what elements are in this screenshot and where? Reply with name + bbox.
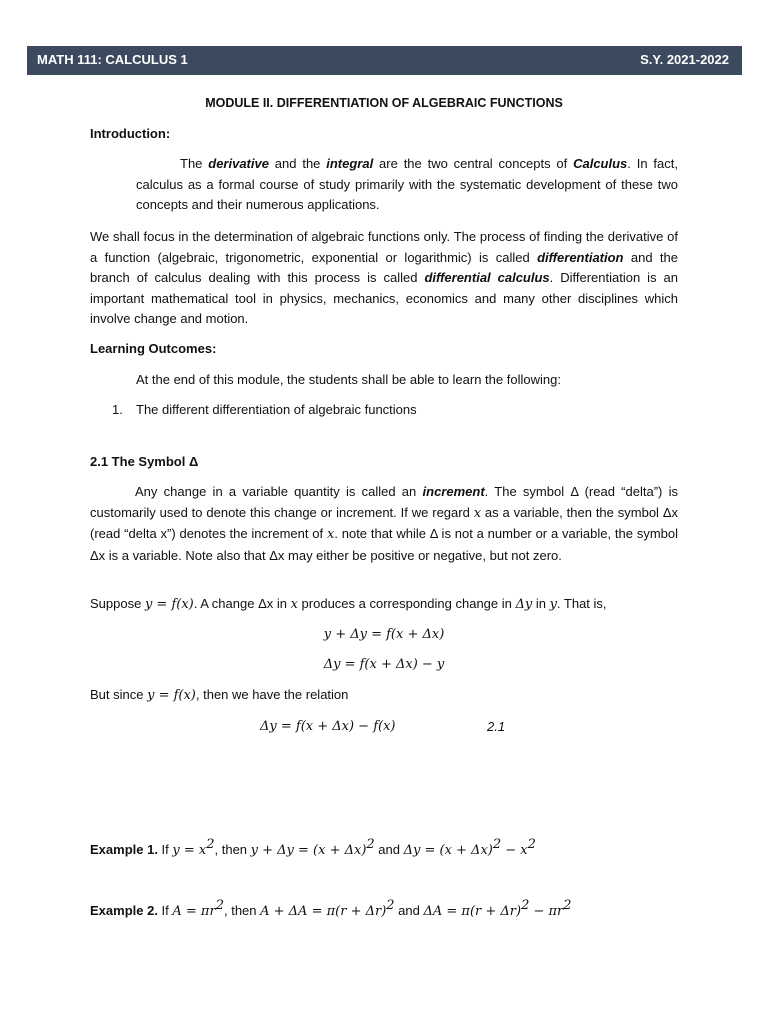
section-2-1-heading: 2.1 The Symbol Δ xyxy=(90,454,199,469)
example-2: Example 2. If $A = \pi r^2$, then $A + \Delta A = \pi(r + \Delta r)^2$ and $\Delta A = \pi(r + \Delta r)^2 - \pi r^2$ xyxy=(90,897,572,919)
section-2-1-paragraph-1: Any change in a variable quantity is called an increment. The symbol Δ (read “delta”) is customarily used to denote this change or increment. If we regard x as a variable, then the symbol Δx (read “delta x”) denotes the increment of x. note that while Δ is not a number or a variable, the symbol Δx is a variable. Note also that Δx may either be positive or negative, but not zero. xyxy=(90,484,678,563)
term-differentiation: differentiation xyxy=(537,249,624,265)
learning-outcomes-heading: Learning Outcomes: xyxy=(90,341,217,356)
term-derivative: derivative xyxy=(208,156,269,171)
equation-2-1: Δy = f(x + Δx) − f(x) xyxy=(260,719,396,734)
module-title: MODULE II. DIFFERENTIATION OF ALGEBRAIC FUNCTIONS xyxy=(205,96,563,110)
intro-paragraph-2: We shall focus in the determination of algebraic functions only. The process of finding the derivative of a function (algebraic, trigonometric, exponential or logarithmic) is called differentiation and the branch of calculus dealing with this process is called differential calculus. Differentiation is an important mathematical tool in physics, mechanics, economics and many other disciplines which involve change and motion. xyxy=(90,229,678,326)
term-increment: increment xyxy=(422,484,485,499)
course-header-bar xyxy=(27,46,742,75)
equation-number-2-1: 2.1 xyxy=(487,719,506,734)
example-1-label: Example 1. xyxy=(90,842,158,857)
learning-outcomes-intro: At the end of this module, the students shall be able to learn the following: xyxy=(136,372,561,387)
outcome-item-text: The different differentiation of algebraic functions xyxy=(136,402,417,417)
introduction-heading: Introduction: xyxy=(90,126,171,141)
section-2-1-paragraph-2: Suppose y = f(x). A change Δx in x produces a corresponding change in Δy in y. That is, xyxy=(90,596,607,612)
outcome-item-number: 1. xyxy=(112,402,123,417)
term-integral: integral xyxy=(326,156,374,171)
example-2-label: Example 2. xyxy=(90,903,158,918)
term-differential-calculus: differential calculus xyxy=(424,270,550,285)
equation-increment-b: Δy = f(x + Δx) − y xyxy=(323,657,445,672)
intro-paragraph-1: The derivative and the integral are the two central concepts of Calculus. In fact, calculus as a formal course of study primarily with the systematic development of these two concepts and their numerous applications. xyxy=(136,156,678,212)
course-title: MATH 111: CALCULUS 1 xyxy=(37,52,188,68)
section-2-1-paragraph-3: But since y = f(x), then we have the relation xyxy=(90,687,349,703)
example-1: Example 1. If $y = x^2$, then $y + \Delta y = (x + \Delta x)^2$ and $\Delta y = (x + \Delta x)^2 - x^2$ xyxy=(90,836,536,858)
school-year: S.Y. 2021-2022 xyxy=(640,52,729,68)
equation-increment-a: y + Δy = f(x + Δx) xyxy=(323,627,445,642)
term-calculus: Calculus xyxy=(573,156,628,171)
